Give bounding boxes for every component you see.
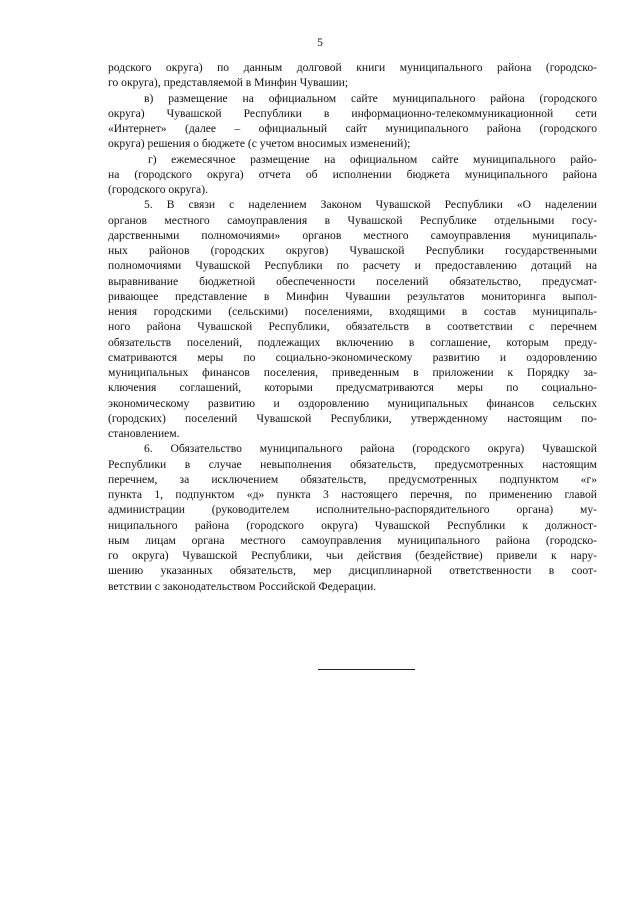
text-line: округа) Чувашской Республики в информационно-телекоммуникационной сети <box>108 106 597 120</box>
text-line: «Интернет» (далее – официальный сайт муниципального района (городского <box>108 122 597 135</box>
text-line: ниципального района (городского округа) Чувашской Республики к должност- <box>108 518 597 532</box>
text-line: ных районов (городских округов) Чувашской Республики государственными <box>108 244 597 257</box>
closing-divider <box>318 669 415 670</box>
text-line: шению указанных обязательств, мер дисциплинарной ответственности в соот- <box>108 564 597 578</box>
document-body <box>108 60 597 594</box>
paragraph-first-line: 6. Обязательство муниципального района (городского округа) Чувашской <box>144 442 597 456</box>
text-line: ным лицам органа местного самоуправления муниципального района (городско- <box>108 533 597 547</box>
text-line: нения городскими (сельскими) поселениями, входящими в состав муниципаль- <box>108 305 597 318</box>
text-line: полномочиями Чувашской Республики по расчету и предоставлению дотаций на <box>108 259 597 273</box>
text-line: (городских) поселений Чувашской Республики, утвержденному настоящим по- <box>108 411 597 425</box>
text-line: го округа) Чувашской Республики, чьи действия (бездействие) привели к нару- <box>108 549 597 562</box>
text-line: сматриваются меры по социально-экономическому развитию и оздоровлению <box>108 350 597 364</box>
text-line: на (городского округа) отчета об исполнении бюджета муниципального района <box>108 167 597 181</box>
text-line: муниципальных финансов поселения, приведенным в приложении к Порядку за- <box>108 366 597 379</box>
paragraph-first-line: в) размещение на официальном сайте муниципального района (городского <box>144 91 597 105</box>
text-line: ветствии с законодательством Российской Федерации. <box>108 579 377 593</box>
text-line: экономическому развитию и оздоровлению муниципальных финансов сельских <box>108 396 597 410</box>
text-line: становлением. <box>108 427 180 440</box>
paragraph-first-line: г) ежемесячное размещение на официальном сайте муниципального райо- <box>148 152 597 166</box>
text-line: перечнем, за исключением обязательств, предусмотренных подпунктом «г» <box>108 472 597 486</box>
text-line: ривающее представление в Минфин Чувашии результатов мониторинга выпол- <box>108 289 597 303</box>
text-line: ключения соглашений, которыми предусматриваются меры по социально- <box>108 381 597 395</box>
text-line: го округа), представляемой в Минфин Чувашии; <box>108 76 349 90</box>
page-number: 5 <box>317 37 323 49</box>
paragraph-first-line: 5. В связи с наделением Законом Чувашской Республики «О наделении <box>144 198 597 212</box>
text-line: администрации (руководителем исполнительно-распорядительного органа) му- <box>108 503 597 517</box>
text-line: пункта 1, подпунктом «д» пункта 3 настоящего перечня, по применению главой <box>108 488 597 501</box>
text-line: (городского округа). <box>108 183 208 196</box>
text-line: родского округа) по данным долговой книги муниципального района (городско- <box>108 61 597 74</box>
text-line: Республики в случае невыполнения обязательств, предусмотренных настоящим <box>108 457 597 471</box>
text-line: ного района Чувашской Республики, обязательств в соответствии с перечнем <box>108 320 597 334</box>
text-line: дарственными полномочиями» органов местного самоуправления муниципаль- <box>108 228 597 242</box>
text-line: округа) решения о бюджете (с учетом вносимых изменений); <box>108 137 411 151</box>
text-line: выравнивание бюджетной обеспеченности поселений обязательство, предусмат- <box>108 274 597 288</box>
text-line: органов местного самоуправления в Чувашской Республике отдельными госу- <box>108 213 597 227</box>
text-line: обязательств поселений, подлежащих включению в соглашение, которым преду- <box>108 335 597 349</box>
